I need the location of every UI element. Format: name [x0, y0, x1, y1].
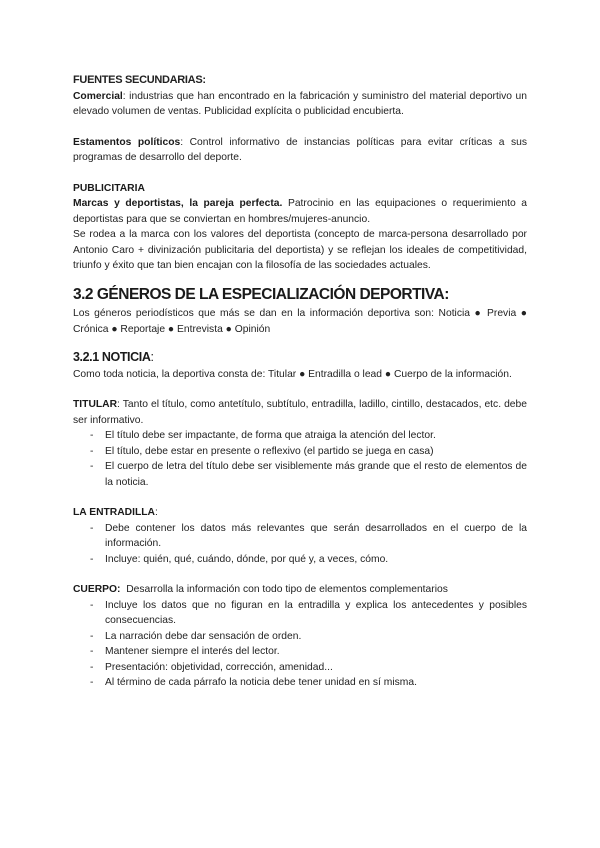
- marcas-text: Patrocinio en las equipaciones o requerimiento a deportistas para que se conviertan en hombres/mujeres-anuncio.: [73, 198, 527, 225]
- list-item-text: Debe contener los datos más relevantes que serán desarrollados en el cuerpo de la información.: [105, 522, 527, 549]
- entradilla-heading: [73, 505, 527, 521]
- dash-marker: -: [90, 461, 94, 472]
- dash-marker: -: [90, 599, 94, 611]
- cuerpo-list: [73, 598, 527, 691]
- titular-label: TITULAR: [73, 399, 118, 410]
- publicitaria-heading: PUBLICITARIA: [73, 182, 145, 194]
- list-item-text: El cuerpo de letra del título debe ser visiblemente más grande que el resto de elementos de la noticia.: [105, 461, 527, 488]
- dash-marker: -: [90, 677, 94, 688]
- estamentos-text: : Control informativo de instancias políticas para evitar críticas a sus programas de desarrollo del deporte.: [73, 136, 528, 163]
- list-item: [73, 660, 527, 676]
- list-item: [73, 598, 527, 629]
- list-item: [73, 459, 527, 490]
- titular-list: [73, 428, 527, 490]
- list-item-text: El título debe ser impactante, de forma que atraiga la atención del lector.: [105, 430, 436, 441]
- entradilla-label: LA ENTRADILLA: [73, 507, 155, 518]
- list-item-text: El título, debe estar en presente o reflexivo (el partido se juega en casa): [105, 445, 434, 457]
- list-item: [73, 521, 527, 552]
- noticia-paragraph: Como toda noticia, la deportiva consta de: Titular ● Entradilla o lead ● Cuerpo de la información.: [73, 368, 512, 380]
- document-body: [73, 73, 527, 691]
- generos-heading: 3.2 GÉNEROS DE LA ESPECIALIZACIÓN DEPORTIVA:: [73, 285, 449, 303]
- list-item-text: Al término de cada párrafo la noticia debe tener unidad en sí misma.: [105, 677, 417, 688]
- cuerpo-paragraph: [73, 582, 527, 598]
- entradilla-colon: :: [154, 507, 158, 518]
- dash-marker: -: [90, 522, 94, 534]
- rodea-paragraph: Se rodea a la marca con los valores del deportista (concepto de marca-persona desarrollado por Antonio Caro + divinización publicitaria del deportista) y se reflejan los ideales de competitividad, triunfo y éxito que tan bien encajan con la filosofía de las sociedades actuales.: [73, 229, 527, 271]
- marcas-label: Marcas y deportistas, la pareja perfecta.: [73, 198, 283, 209]
- dash-marker: -: [90, 430, 94, 441]
- cuerpo-label: CUERPO:: [73, 584, 121, 595]
- list-item-text: La narración debe dar sensación de orden.: [105, 630, 302, 642]
- noticia-heading-text: 3.2.1 NOTICIA: [73, 350, 151, 364]
- list-item: [73, 644, 527, 660]
- noticia-heading-colon: :: [150, 350, 154, 364]
- dash-marker: -: [90, 630, 94, 642]
- list-item: [73, 428, 527, 444]
- fuentes-secundarias-heading: FUENTES SECUNDARIAS:: [73, 74, 206, 86]
- list-item-text: Mantener siempre el interés del lector.: [105, 646, 280, 657]
- list-item: [73, 444, 527, 460]
- dash-marker: -: [90, 445, 94, 457]
- dash-marker: -: [90, 553, 94, 565]
- dash-marker: -: [90, 661, 94, 673]
- estamentos-label: Estamentos políticos: [73, 136, 181, 148]
- generos-paragraph: Los géneros periodísticos que más se dan en la información deportiva son: Noticia ● Previa ● Crónica ● Reportaje ● Entrevista ● Opinión: [73, 308, 527, 335]
- list-item: [73, 675, 527, 691]
- noticia-heading: [73, 350, 527, 366]
- list-item-text: Presentación: objetividad, corrección, amenidad...: [105, 661, 333, 673]
- list-item-text: Incluye los datos que no figuran en la entradilla y explica los antecedentes y posibles consecuencias.: [105, 599, 527, 626]
- comercial-paragraph: [73, 89, 527, 120]
- comercial-label: Comercial: [73, 90, 123, 102]
- titular-paragraph: [73, 397, 527, 428]
- dash-marker: -: [90, 646, 94, 657]
- list-item: [73, 629, 527, 645]
- estamentos-paragraph: [73, 135, 527, 166]
- comercial-text: : industrias que han encontrado en la fabricación y suministro del material deportivo un elevado volumen de ventas. Publicidad explícita o publicidad encubierta.: [73, 90, 527, 117]
- entradilla-list: [73, 521, 527, 568]
- marcas-paragraph: [73, 196, 527, 227]
- list-item-text: Incluye: quién, qué, cuándo, dónde, por qué y, a veces, cómo.: [105, 553, 389, 565]
- list-item: [73, 552, 527, 568]
- titular-text: : Tanto el título, como antetítulo, subtítulo, entradilla, ladillo, cintillo, destacados, etc. debe ser informativo.: [73, 399, 527, 426]
- cuerpo-text: Desarrolla la información con todo tipo de elementos complementarios: [120, 584, 448, 595]
